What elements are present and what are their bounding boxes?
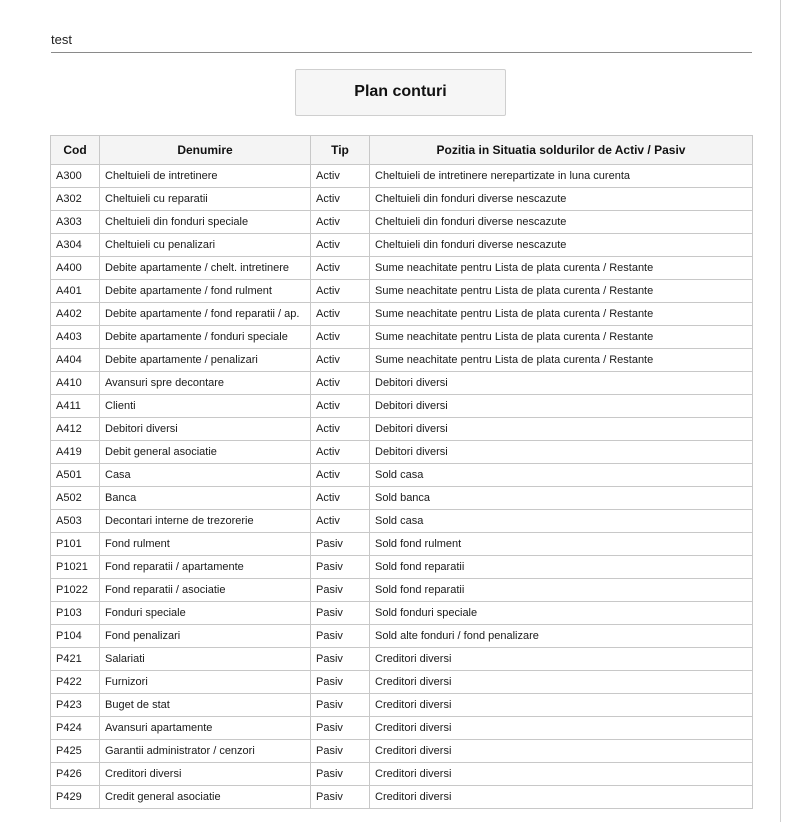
cell-cod: P1021	[51, 556, 100, 579]
cell-denumire: Garantii administrator / cenzori	[100, 740, 311, 763]
cell-cod: P101	[51, 533, 100, 556]
cell-denumire: Debite apartamente / fond reparatii / ap.	[100, 303, 311, 326]
cell-pozitia: Sume neachitate pentru Lista de plata curenta / Restante	[370, 303, 753, 326]
cell-denumire: Fond penalizari	[100, 625, 311, 648]
table-row[interactable]	[51, 625, 753, 648]
cell-denumire: Debite apartamente / fond rulment	[100, 280, 311, 303]
cell-denumire: Debite apartamente / chelt. intretinere	[100, 257, 311, 280]
plan-conturi-button[interactable]: Plan conturi	[295, 69, 506, 116]
cell-pozitia: Debitori diversi	[370, 395, 753, 418]
cell-tip: Activ	[311, 464, 370, 487]
cell-tip: Activ	[311, 303, 370, 326]
cell-cod: P1022	[51, 579, 100, 602]
cell-cod: P426	[51, 763, 100, 786]
table-header-row	[51, 136, 753, 165]
cell-tip: Activ	[311, 441, 370, 464]
cell-denumire: Creditori diversi	[100, 763, 311, 786]
cell-cod: A411	[51, 395, 100, 418]
cell-pozitia: Debitori diversi	[370, 441, 753, 464]
cell-cod: P429	[51, 786, 100, 809]
cell-cod: P104	[51, 625, 100, 648]
column-header-denumire[interactable]: Denumire	[100, 136, 311, 165]
cell-denumire: Debite apartamente / fonduri speciale	[100, 326, 311, 349]
cell-tip: Activ	[311, 418, 370, 441]
cell-cod: P425	[51, 740, 100, 763]
table-row[interactable]	[51, 211, 753, 234]
cell-cod: A501	[51, 464, 100, 487]
cell-tip: Pasiv	[311, 671, 370, 694]
table-row[interactable]	[51, 533, 753, 556]
cell-pozitia: Creditori diversi	[370, 763, 753, 786]
cell-pozitia: Sume neachitate pentru Lista de plata curenta / Restante	[370, 257, 753, 280]
table-row[interactable]	[51, 441, 753, 464]
cell-pozitia: Cheltuieli din fonduri diverse nescazute	[370, 211, 753, 234]
table-row[interactable]	[51, 280, 753, 303]
cell-denumire: Fond rulment	[100, 533, 311, 556]
cell-cod: P103	[51, 602, 100, 625]
table-row[interactable]	[51, 326, 753, 349]
column-header-tip[interactable]: Tip	[311, 136, 370, 165]
cell-tip: Activ	[311, 395, 370, 418]
cell-denumire: Avansuri apartamente	[100, 717, 311, 740]
table-row[interactable]	[51, 188, 753, 211]
table-row[interactable]	[51, 717, 753, 740]
accounts-table	[50, 135, 753, 809]
cell-cod: A402	[51, 303, 100, 326]
cell-tip: Pasiv	[311, 786, 370, 809]
cell-denumire: Debit general asociatie	[100, 441, 311, 464]
cell-tip: Pasiv	[311, 625, 370, 648]
cell-denumire: Fond reparatii / apartamente	[100, 556, 311, 579]
cell-pozitia: Sume neachitate pentru Lista de plata curenta / Restante	[370, 280, 753, 303]
cell-tip: Pasiv	[311, 740, 370, 763]
cell-denumire: Cheltuieli de intretinere	[100, 165, 311, 188]
table-row[interactable]	[51, 464, 753, 487]
cell-pozitia: Sume neachitate pentru Lista de plata curenta / Restante	[370, 326, 753, 349]
cell-tip: Pasiv	[311, 579, 370, 602]
page-title: test	[51, 32, 72, 47]
cell-pozitia: Sold fond reparatii	[370, 556, 753, 579]
cell-pozitia: Creditori diversi	[370, 717, 753, 740]
cell-tip: Activ	[311, 326, 370, 349]
table-row[interactable]	[51, 257, 753, 280]
cell-tip: Pasiv	[311, 694, 370, 717]
table-row[interactable]	[51, 602, 753, 625]
cell-tip: Activ	[311, 257, 370, 280]
cell-pozitia: Cheltuieli din fonduri diverse nescazute	[370, 234, 753, 257]
cell-pozitia: Creditori diversi	[370, 648, 753, 671]
table-row[interactable]	[51, 694, 753, 717]
cell-pozitia: Sold casa	[370, 510, 753, 533]
cell-pozitia: Sume neachitate pentru Lista de plata curenta / Restante	[370, 349, 753, 372]
table-row[interactable]	[51, 303, 753, 326]
cell-pozitia: Creditori diversi	[370, 694, 753, 717]
column-header-cod[interactable]: Cod	[51, 136, 100, 165]
cell-pozitia: Sold banca	[370, 487, 753, 510]
cell-denumire: Decontari interne de trezorerie	[100, 510, 311, 533]
cell-cod: A302	[51, 188, 100, 211]
table-row[interactable]	[51, 579, 753, 602]
cell-tip: Pasiv	[311, 763, 370, 786]
cell-cod: A404	[51, 349, 100, 372]
cell-tip: Activ	[311, 372, 370, 395]
table-row[interactable]	[51, 487, 753, 510]
header	[51, 31, 752, 53]
cell-denumire: Banca	[100, 487, 311, 510]
table-body	[51, 165, 753, 809]
cell-tip: Activ	[311, 165, 370, 188]
cell-tip: Activ	[311, 349, 370, 372]
cell-pozitia: Creditori diversi	[370, 671, 753, 694]
cell-pozitia: Sold fond rulment	[370, 533, 753, 556]
cell-cod: P422	[51, 671, 100, 694]
cell-pozitia: Creditori diversi	[370, 786, 753, 809]
cell-pozitia: Sold alte fonduri / fond penalizare	[370, 625, 753, 648]
cell-pozitia: Sold fond reparatii	[370, 579, 753, 602]
table-row[interactable]	[51, 349, 753, 372]
cell-cod: A403	[51, 326, 100, 349]
cell-cod: A503	[51, 510, 100, 533]
table-row[interactable]	[51, 556, 753, 579]
cell-denumire: Debite apartamente / penalizari	[100, 349, 311, 372]
cell-denumire: Debitori diversi	[100, 418, 311, 441]
cell-cod: A303	[51, 211, 100, 234]
table-row[interactable]	[51, 510, 753, 533]
cell-cod: A304	[51, 234, 100, 257]
cell-denumire: Fonduri speciale	[100, 602, 311, 625]
cell-tip: Activ	[311, 211, 370, 234]
table-row[interactable]	[51, 372, 753, 395]
cell-denumire: Buget de stat	[100, 694, 311, 717]
cell-tip: Activ	[311, 280, 370, 303]
cell-cod: P423	[51, 694, 100, 717]
cell-cod: A300	[51, 165, 100, 188]
cell-tip: Pasiv	[311, 648, 370, 671]
cell-tip: Pasiv	[311, 717, 370, 740]
cell-cod: A410	[51, 372, 100, 395]
cell-cod: P421	[51, 648, 100, 671]
table-row[interactable]	[51, 648, 753, 671]
cell-tip: Pasiv	[311, 533, 370, 556]
cell-tip: Activ	[311, 510, 370, 533]
cell-denumire: Salariati	[100, 648, 311, 671]
cell-pozitia: Debitori diversi	[370, 372, 753, 395]
cell-pozitia: Cheltuieli din fonduri diverse nescazute	[370, 188, 753, 211]
table-row[interactable]	[51, 234, 753, 257]
table-row[interactable]	[51, 740, 753, 763]
cell-cod: A400	[51, 257, 100, 280]
cell-tip: Activ	[311, 234, 370, 257]
cell-cod: P424	[51, 717, 100, 740]
table-row[interactable]	[51, 786, 753, 809]
page-edge-divider	[780, 0, 781, 822]
cell-pozitia: Debitori diversi	[370, 418, 753, 441]
cell-cod: A502	[51, 487, 100, 510]
cell-pozitia: Sold fonduri speciale	[370, 602, 753, 625]
cell-denumire: Credit general asociatie	[100, 786, 311, 809]
column-header-pozitia[interactable]: Pozitia in Situatia soldurilor de Activ / Pasiv	[370, 136, 753, 165]
cell-denumire: Clienti	[100, 395, 311, 418]
cell-denumire: Furnizori	[100, 671, 311, 694]
table-row[interactable]	[51, 763, 753, 786]
cell-denumire: Casa	[100, 464, 311, 487]
cell-pozitia: Sold casa	[370, 464, 753, 487]
cell-denumire: Cheltuieli cu reparatii	[100, 188, 311, 211]
cell-denumire: Fond reparatii / asociatie	[100, 579, 311, 602]
cell-pozitia: Cheltuieli de intretinere nerepartizate in luna curenta	[370, 165, 753, 188]
table-row[interactable]	[51, 418, 753, 441]
cell-cod: A412	[51, 418, 100, 441]
cell-tip: Activ	[311, 188, 370, 211]
cell-cod: A419	[51, 441, 100, 464]
table-row[interactable]	[51, 671, 753, 694]
table-row[interactable]	[51, 165, 753, 188]
cell-pozitia: Creditori diversi	[370, 740, 753, 763]
cell-denumire: Cheltuieli din fonduri speciale	[100, 211, 311, 234]
cell-denumire: Avansuri spre decontare	[100, 372, 311, 395]
table-row[interactable]	[51, 395, 753, 418]
cell-cod: A401	[51, 280, 100, 303]
cell-denumire: Cheltuieli cu penalizari	[100, 234, 311, 257]
cell-tip: Pasiv	[311, 556, 370, 579]
cell-tip: Activ	[311, 487, 370, 510]
cell-tip: Pasiv	[311, 602, 370, 625]
